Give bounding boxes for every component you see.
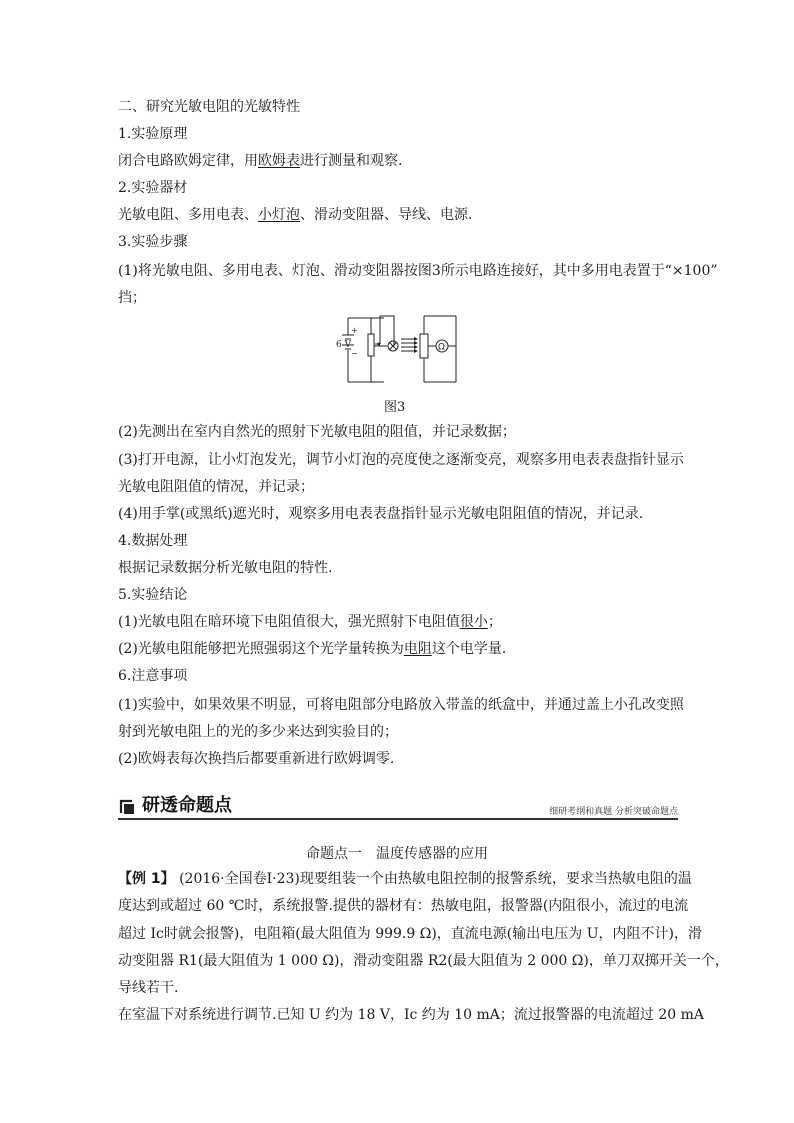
battery-minus: − xyxy=(351,349,358,358)
equipment-text: 光敏电阻、多用电表、小灯泡、滑动变阻器、导线、电源. xyxy=(118,207,473,223)
example-line-5: 导线若干. xyxy=(118,980,179,996)
principle-text: 闭合电路欧姆定律，用欧姆表进行测量和观察. xyxy=(118,153,403,169)
step-1-line-2: 挡； xyxy=(118,290,146,306)
ohmmeter-symbol: Ω xyxy=(438,342,445,353)
heading-steps: 3.实验步骤 xyxy=(118,234,188,250)
voltage-label: 6 V xyxy=(336,340,352,350)
banner-bracket-icon xyxy=(118,798,136,816)
heading-data: 4.数据处理 xyxy=(118,533,188,549)
step-3-line-2: 光敏电阻阻值的情况，并记录； xyxy=(118,479,314,495)
example-line-3: 超过 Ic时就会报警)，电阻箱(最大阻值为 999.9 Ω)，直流电源(输出电压为 U，内阻不计)，滑 xyxy=(118,926,702,942)
heading-equipment: 2.实验器材 xyxy=(118,180,188,196)
topic-title: 命题点一 温度传感器的应用 xyxy=(306,846,488,862)
battery-plus: + xyxy=(351,326,358,335)
example-label: 【例 1】 xyxy=(118,871,175,887)
example-line-6: 在室温下对系统进行调节.已知 U 约为 18 V，Ic 约为 10 mA；流过报警器的电流超过 20 mA xyxy=(118,1007,704,1023)
step-4: (4)用手掌(或黑纸)遮光时，观察多用电表表盘指针显示光敏电阻阻值的情况，并记录. xyxy=(118,506,644,522)
section-title: 二、研究光敏电阻的光敏特性 xyxy=(118,99,300,115)
example-line-1: 【例 1】 (2016·全国卷Ⅰ·23)现要组装一个由热敏电阻控制的报警系统，要求当热敏电阻的温 xyxy=(118,871,692,887)
heading-notes: 6.注意事项 xyxy=(118,668,188,684)
data-text: 根据记录数据分析光敏电阻的特性. xyxy=(118,560,333,576)
note-1-line-1: (1)实验中，如果效果不明显，可将电阻部分电路放入带盖的纸盒中，并通过盖上小孔改变照 xyxy=(118,697,684,713)
heading-principle: 1.实验原理 xyxy=(118,126,188,142)
example-line-2: 度达到或超过 60 ℃时，系统报警.提供的器材有：热敏电阻，报警器(内阻很小，流过的电流 xyxy=(118,898,689,914)
figure-caption: 图3 xyxy=(384,400,406,415)
banner-subtitle: 细研考纲和真题 分析突破命题点 xyxy=(549,807,678,817)
conclusion-1: (1)光敏电阻在暗环境下电阻值很大，强光照射下电阻值很小； xyxy=(118,614,502,630)
step-1-line-1: (1)将光敏电阻、多用电表、灯泡、滑动变阻器按图3所示电路连接好，其中多用电表置于“×100” xyxy=(118,263,718,279)
step-2: (2)先测出在室内自然光的照射下光敏电阻的阻值，并记录数据； xyxy=(118,424,516,440)
banner-title: 研透命题点 xyxy=(142,795,232,816)
heading-conclusion: 5.实验结论 xyxy=(118,587,188,603)
conclusion-2: (2)光敏电阻能够把光照强弱这个光学量转换为电阻这个电学量. xyxy=(118,641,507,657)
section-banner xyxy=(118,794,678,820)
banner-rule xyxy=(118,818,678,820)
note-1-line-2: 射到光敏电阻上的光的多少来达到实验目的； xyxy=(118,724,398,740)
example-line-4: 动变阻器 R1(最大阻值为 1 000 Ω)，滑动变阻器 R2(最大阻值为 2 000 Ω)，单刀双掷开关一个， xyxy=(118,953,729,969)
circuit-diagram xyxy=(336,312,460,384)
note-2: (2)欧姆表每次换挡后都要重新进行欧姆调零. xyxy=(118,751,395,767)
step-3-line-1: (3)打开电源，让小灯泡发光，调节小灯泡的亮度使之逐渐变亮，观察多用电表表盘指针显示 xyxy=(118,452,684,468)
